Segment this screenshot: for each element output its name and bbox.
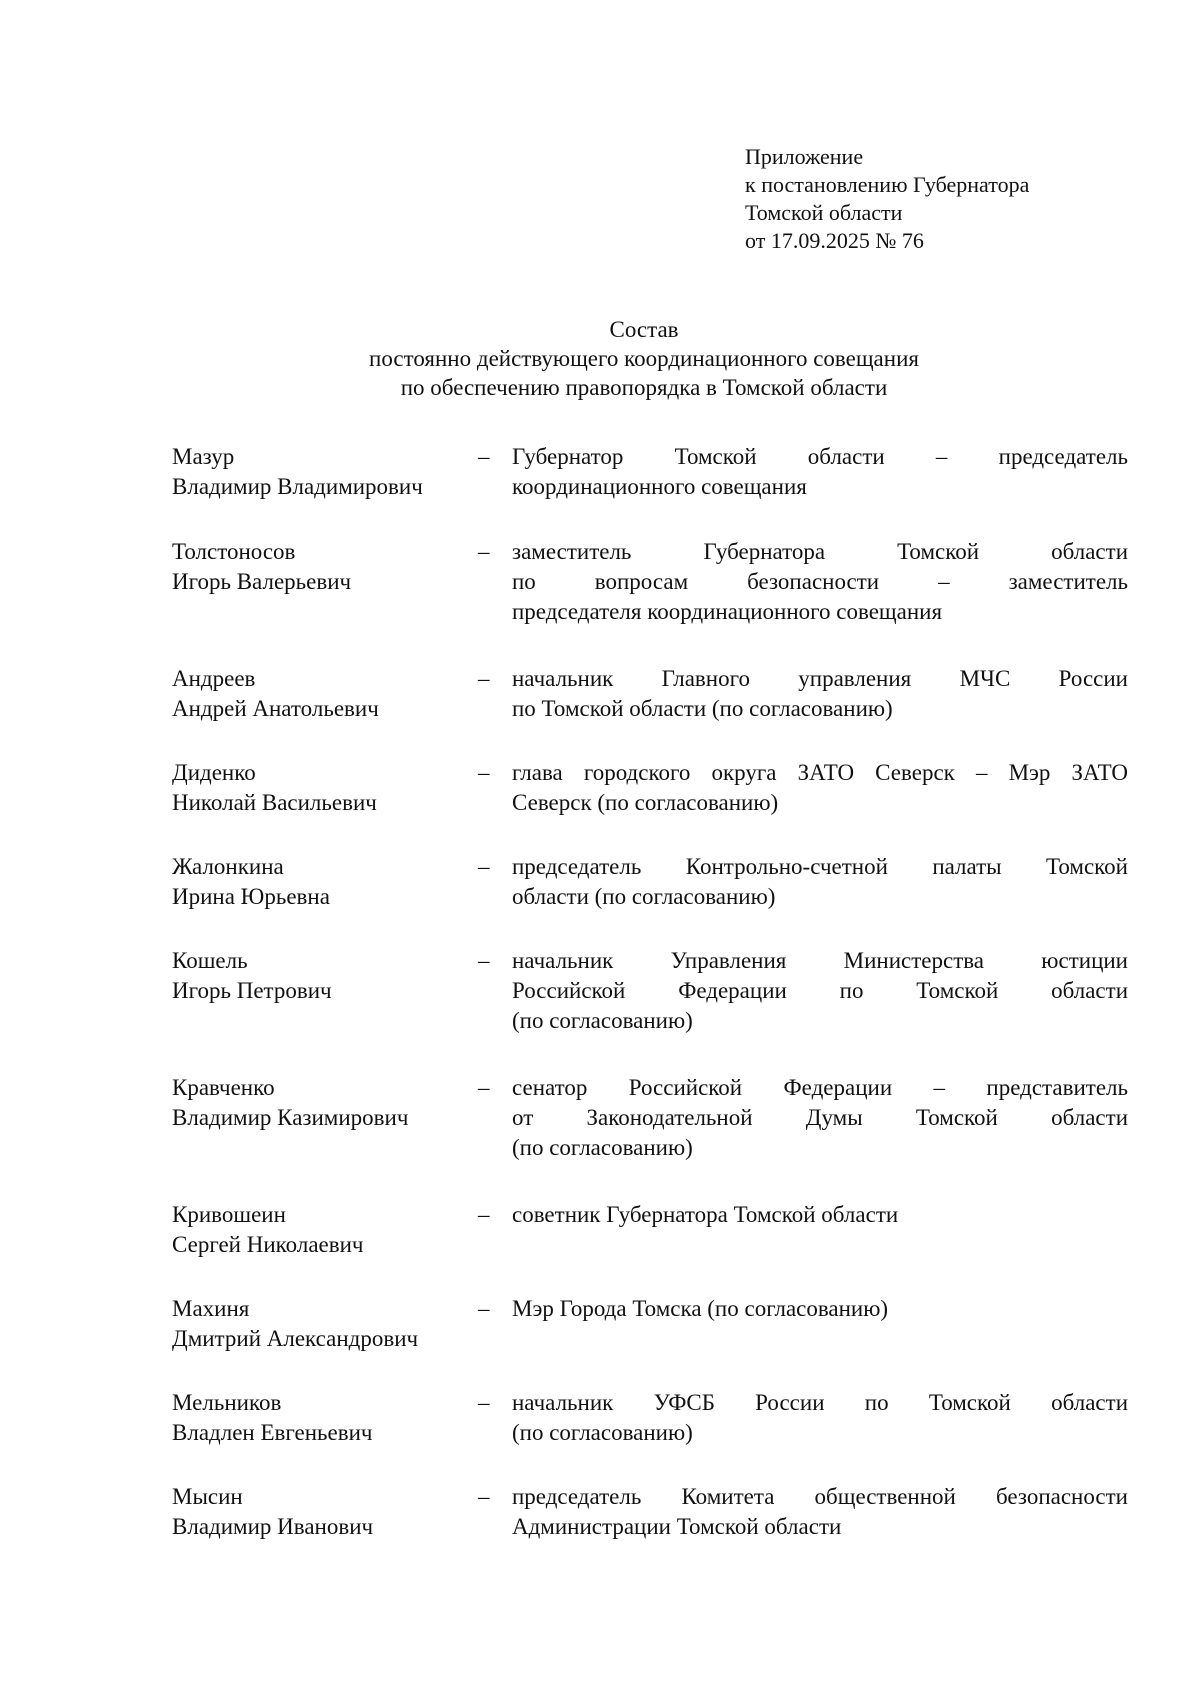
member-name [172,664,472,724]
member-given-names: Николай Васильевич [172,790,377,815]
title-line-3: по обеспечению правопорядка в Томской области [400,375,888,400]
member-row [172,1294,1128,1354]
member-role-line: (по согласованию) [512,1420,693,1445]
member-row [172,1073,1128,1163]
member-name [172,1482,472,1542]
member-row [172,758,1128,818]
appendix-line-1: Приложение [745,144,864,169]
member-role-line: от Законодательной Думы Томской области [512,1105,1128,1130]
member-given-names: Ирина Юрьевна [172,884,330,909]
member-role-line: начальник УФСБ России по Томской области [512,1390,1128,1415]
member-given-names: Владлен Евгеньевич [172,1420,373,1445]
member-name [172,537,472,597]
member-role [512,758,1128,818]
member-role-line: председателя координационного совещания [512,599,943,624]
member-role-line: по вопросам безопасности – заместитель [512,569,1128,594]
document-title [0,315,1200,402]
member-dash: – [478,948,490,973]
member-dash: – [478,1484,490,1509]
member-role [512,852,1128,912]
member-role-line: сенатор Российской Федерации – представитель [512,1075,1128,1100]
member-role-line: области (по согласованию) [512,884,776,909]
members-list [172,442,1128,1542]
member-surname: Мысин [172,1484,243,1509]
member-role [512,664,1128,724]
member-surname: Махиня [172,1296,250,1321]
member-name [172,442,472,502]
member-name [172,1388,472,1448]
member-role-line: начальник Главного управления МЧС России [512,666,1128,691]
member-name [172,758,472,818]
member-dash: – [478,1296,490,1321]
member-given-names: Андрей Анатольевич [172,696,379,721]
member-role-line: координационного совещания [512,474,807,499]
member-surname: Толстоносов [172,539,296,564]
member-given-names: Игорь Валерьевич [172,569,352,594]
member-role-line: Мэр Города Томска (по согласованию) [512,1296,889,1321]
member-given-names: Владимир Иванович [172,1514,374,1539]
member-dash: – [478,539,490,564]
appendix-line-2: к постановлению Губернатора [745,172,1030,197]
member-surname: Жалонкина [172,854,284,879]
member-surname: Мазур [172,444,235,469]
member-row [172,442,1128,502]
member-surname: Диденко [172,760,256,785]
member-role-line: заместитель Губернатора Томской области [512,539,1128,564]
member-row [172,852,1128,912]
appendix-block [745,143,1029,255]
member-role-line: Администрации Томской области [512,1514,842,1539]
member-role-line: Российской Федерации по Томской области [512,978,1128,1003]
appendix-line-4: от 17.09.2025 № 76 [745,228,924,253]
member-surname: Кривошеин [172,1202,286,1227]
member-name [172,946,472,1006]
member-name [172,852,472,912]
member-role [512,1482,1128,1542]
member-role-line: Губернатор Томской области – председатель [512,444,1128,469]
member-dash: – [478,1075,490,1100]
member-role-line: (по согласованию) [512,1135,693,1160]
member-role-line: по Томской области (по согласованию) [512,696,893,721]
member-role [512,1200,1128,1230]
member-dash: – [478,854,490,879]
member-row [172,946,1128,1036]
member-dash: – [478,760,490,785]
member-given-names: Игорь Петрович [172,978,332,1003]
appendix-line-3: Томской области [745,200,903,225]
member-role-line: председатель Комитета общественной безопасности [512,1484,1128,1509]
member-name [172,1073,472,1133]
member-role-line: глава городского округа ЗАТО Северск – Мэр ЗАТО [512,760,1128,785]
member-role [512,1073,1128,1163]
member-role-line: председатель Контрольно-счетной палаты Томской [512,854,1128,879]
member-role [512,1294,1128,1324]
member-surname: Кравченко [172,1075,275,1100]
member-given-names: Сергей Николаевич [172,1232,364,1257]
member-row [172,1388,1128,1448]
member-row [172,664,1128,724]
title-line-2: постоянно действующего координационного совещания [369,346,919,371]
member-role [512,946,1128,1036]
member-dash: – [478,444,490,469]
member-role-line: Северск (по согласованию) [512,790,779,815]
member-given-names: Владимир Казимирович [172,1105,409,1130]
member-surname: Кошель [172,948,248,973]
member-row [172,1482,1128,1542]
member-given-names: Владимир Владимирович [172,474,423,499]
member-row [172,537,1128,627]
member-dash: – [478,666,490,691]
member-role [512,537,1128,627]
member-dash: – [478,1202,490,1227]
title-line-1: Состав [609,317,679,342]
member-role-line: (по согласованию) [512,1008,693,1033]
member-role-line: начальник Управления Министерства юстиции [512,948,1128,973]
member-name [172,1200,472,1260]
member-role [512,442,1128,502]
member-dash: – [478,1390,490,1415]
member-surname: Андреев [172,666,256,691]
member-role-line: советник Губернатора Томской области [512,1202,899,1227]
member-name [172,1294,472,1354]
member-row [172,1200,1128,1260]
member-surname: Мельников [172,1390,282,1415]
member-given-names: Дмитрий Александрович [172,1326,419,1351]
member-role [512,1388,1128,1448]
